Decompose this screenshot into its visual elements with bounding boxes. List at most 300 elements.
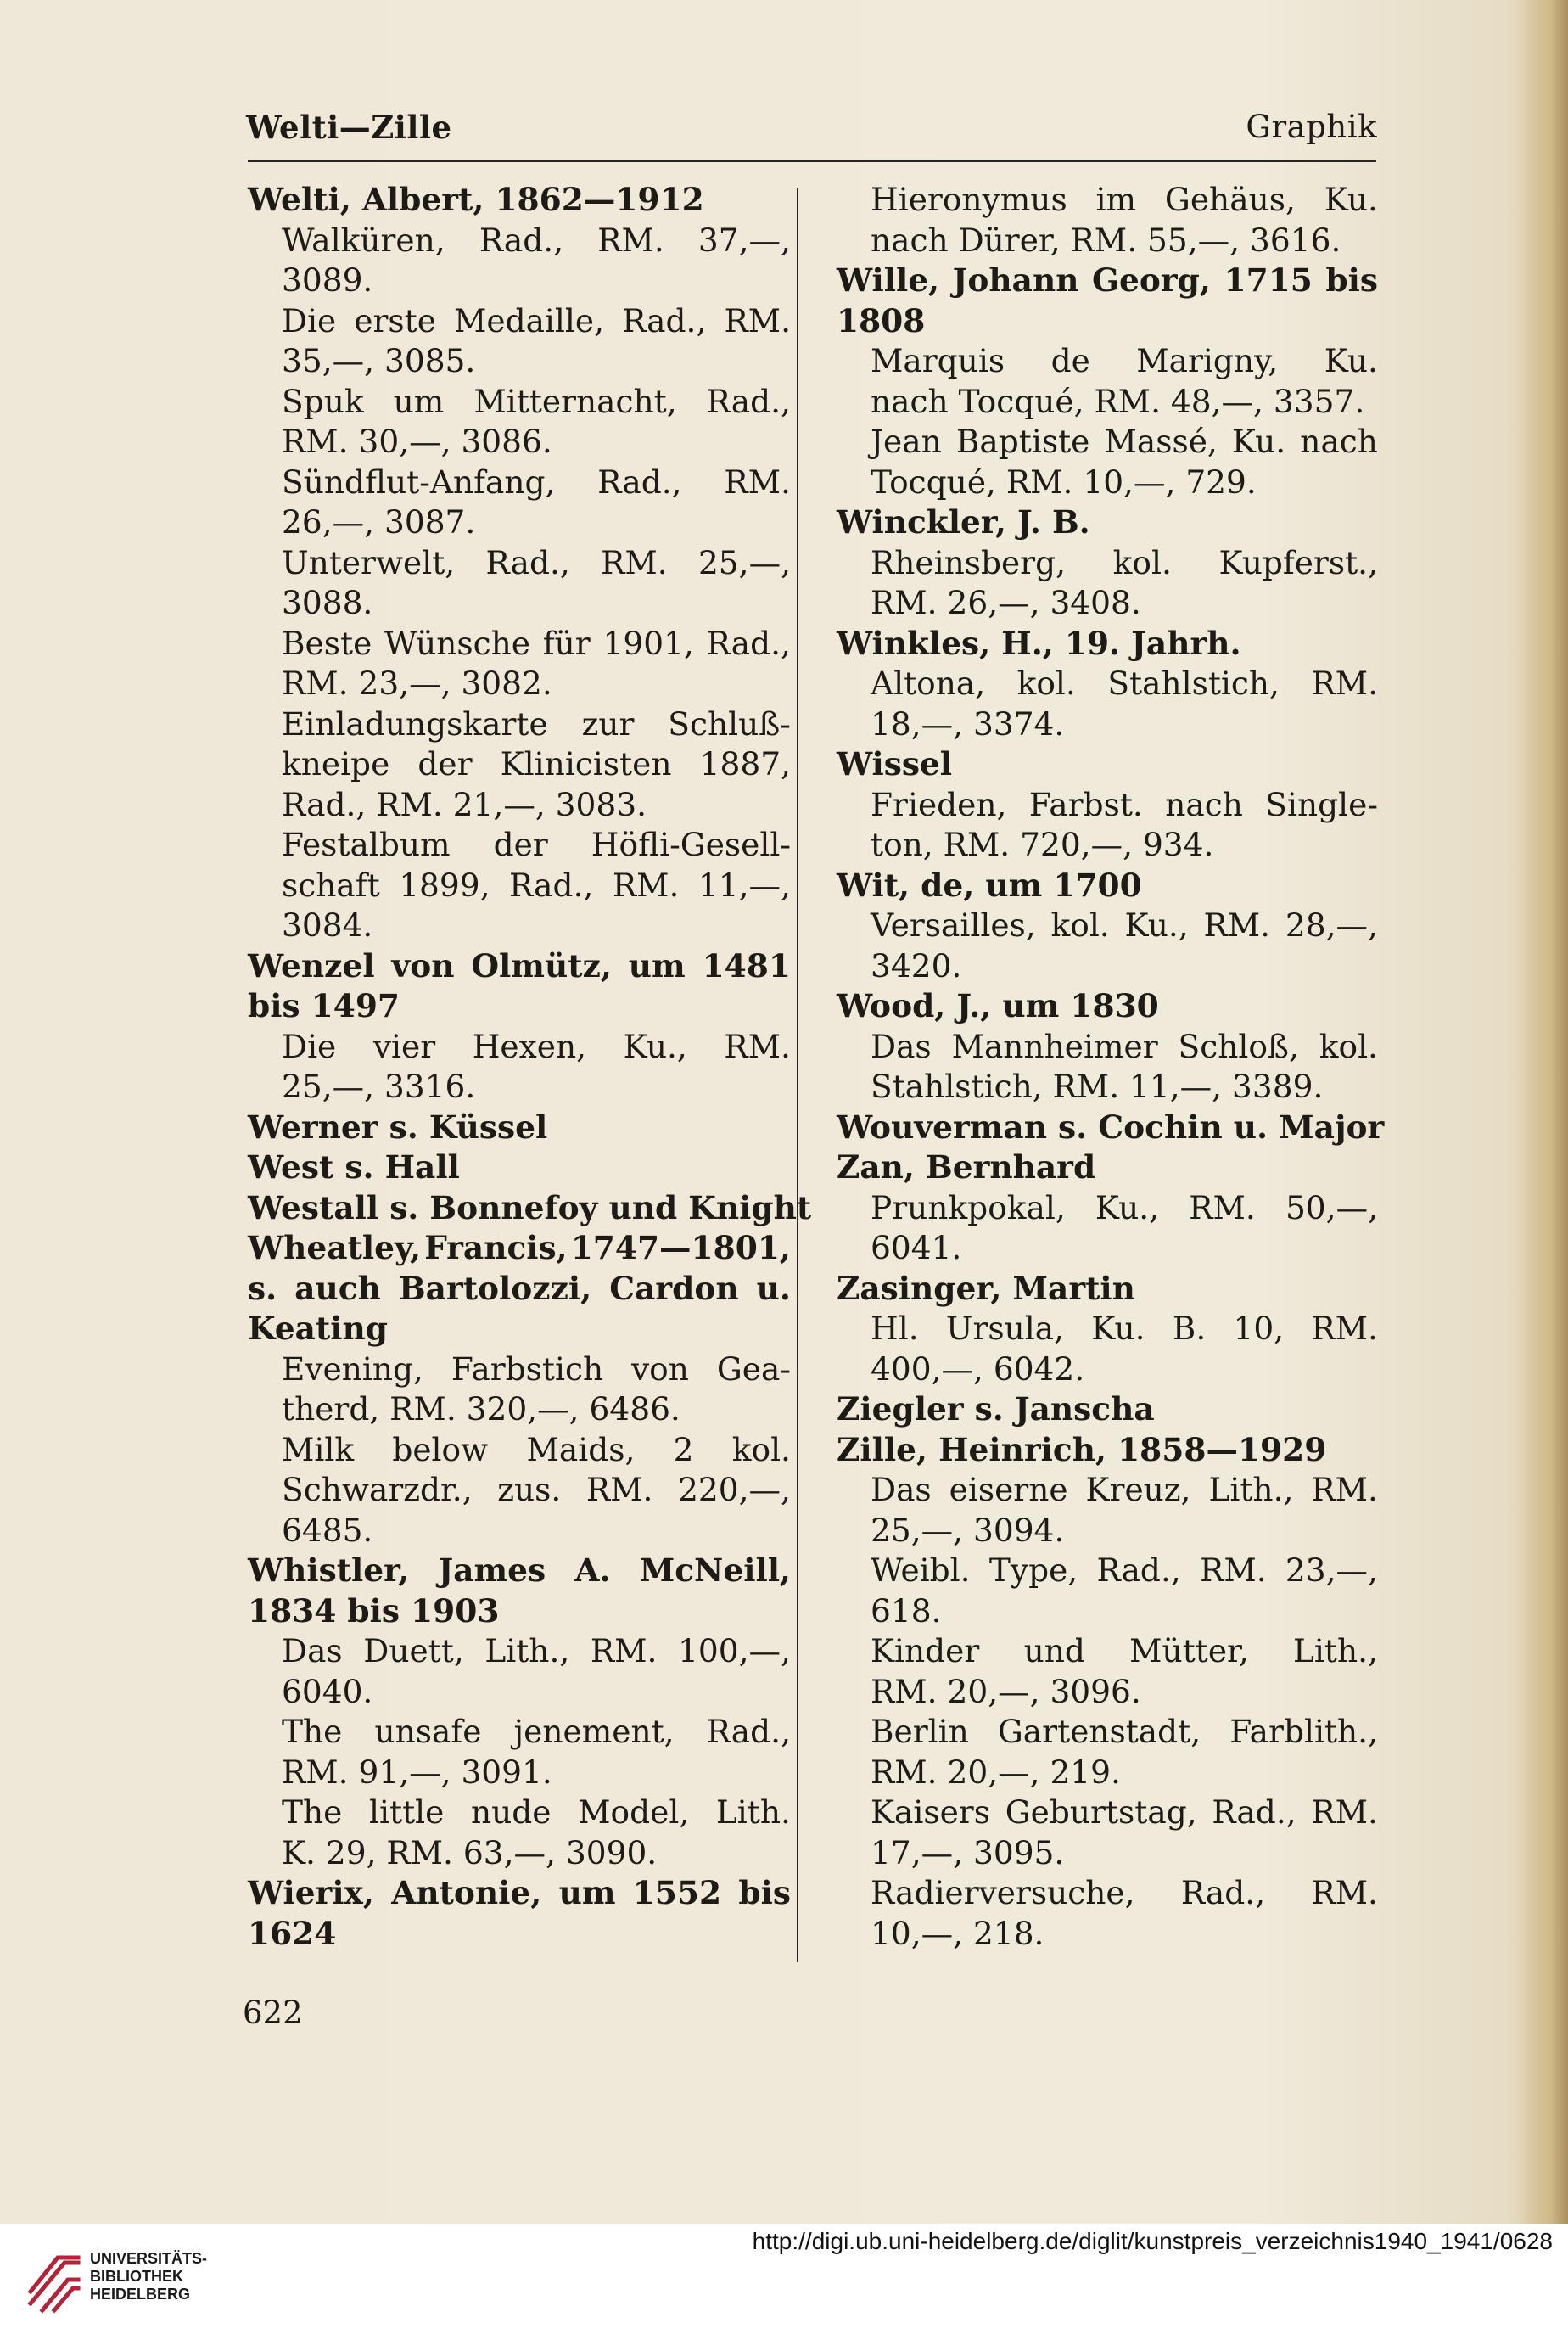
artwork-entry bbox=[248, 221, 791, 301]
word: Festalbum bbox=[282, 826, 451, 863]
word: Rad., bbox=[706, 382, 791, 420]
word: Wünsche bbox=[384, 624, 530, 662]
artist-heading bbox=[837, 1430, 1378, 1471]
word: Hl. bbox=[871, 1310, 919, 1347]
text-line: Zasinger, Martin bbox=[837, 1269, 1135, 1307]
artist-heading bbox=[248, 1228, 791, 1349]
word: Geburtstag, bbox=[1005, 1793, 1197, 1831]
text-line bbox=[248, 1873, 791, 1914]
word: für bbox=[542, 624, 591, 662]
word: Die bbox=[282, 301, 337, 339]
word: Rad., bbox=[1180, 1874, 1266, 1911]
text-line: 18,—, 3374. bbox=[871, 704, 1065, 743]
text-line bbox=[282, 1027, 791, 1068]
text-line bbox=[282, 1470, 791, 1511]
text-line bbox=[871, 422, 1378, 463]
word: kol. bbox=[1016, 665, 1076, 702]
text-line: ton, RM. 720,—, 934. bbox=[871, 826, 1214, 863]
word: Die bbox=[282, 1027, 337, 1065]
word: Hexen, bbox=[472, 1027, 587, 1065]
text-line: Stahlstich, RM. 11,—, 3389. bbox=[871, 1068, 1324, 1105]
word: kneipe bbox=[282, 745, 390, 783]
word: vier bbox=[372, 1027, 436, 1065]
text-line bbox=[282, 463, 791, 503]
text-line: Tocqué, RM. 10,—, 729. bbox=[871, 463, 1257, 501]
artwork-entry bbox=[248, 704, 791, 826]
word: Mitternacht, bbox=[473, 382, 677, 420]
word: Sündflut-Anfang, bbox=[282, 463, 556, 501]
word: Stahlstich, bbox=[1107, 665, 1280, 702]
text-line bbox=[871, 1631, 1378, 1672]
page-edge-shadow bbox=[1509, 0, 1568, 2224]
word: Medaille, bbox=[453, 301, 605, 339]
word: Kinder bbox=[871, 1632, 980, 1669]
text-line bbox=[871, 543, 1378, 584]
text-line: RM. 20,—, 3096. bbox=[871, 1672, 1141, 1710]
word: Walküren, bbox=[282, 221, 445, 259]
text-line bbox=[282, 866, 791, 906]
artist-heading bbox=[248, 1551, 791, 1631]
text-line: 3084. bbox=[282, 906, 373, 944]
word: Ku., bbox=[1124, 906, 1189, 944]
artist-heading bbox=[837, 1269, 1378, 1310]
word: Jean bbox=[871, 423, 942, 460]
word: um bbox=[558, 1874, 616, 1911]
text-line bbox=[248, 1269, 791, 1310]
artist-heading bbox=[837, 261, 1378, 341]
word: Single- bbox=[1265, 785, 1378, 823]
library-name-line: UNIVERSITÄTS- bbox=[90, 2250, 208, 2267]
word: Gehäus, bbox=[1164, 181, 1296, 218]
artist-heading bbox=[248, 180, 791, 221]
text-line bbox=[871, 180, 1378, 221]
word: McNeill, bbox=[639, 1551, 791, 1589]
artwork-entry bbox=[837, 1631, 1378, 1712]
artwork-entry bbox=[837, 543, 1378, 624]
word: Beste bbox=[282, 624, 372, 662]
word: 2 bbox=[673, 1430, 694, 1468]
text-line bbox=[248, 946, 791, 987]
text-line bbox=[871, 664, 1378, 704]
text-line: 6485. bbox=[282, 1511, 373, 1549]
word: Kupferst., bbox=[1218, 543, 1378, 581]
word: Model, bbox=[578, 1793, 690, 1831]
text-line: 35,—, 3085. bbox=[282, 342, 476, 379]
artist-heading bbox=[837, 1147, 1378, 1188]
word: Radierversuche, bbox=[871, 1874, 1135, 1911]
text-line bbox=[282, 382, 791, 423]
artwork-entry bbox=[837, 180, 1378, 261]
word: RM. bbox=[1189, 1188, 1256, 1226]
artwork-entry bbox=[248, 1027, 791, 1108]
word: RM. bbox=[1311, 665, 1378, 702]
text-line: RM. 20,—, 219. bbox=[871, 1753, 1121, 1791]
artwork-entry bbox=[248, 1793, 791, 1873]
word: Wenzel bbox=[248, 946, 375, 985]
word: s. bbox=[248, 1269, 277, 1307]
word: kol. bbox=[731, 1430, 791, 1468]
text-line: 400,—, 6042. bbox=[871, 1349, 1085, 1388]
word: Lith. bbox=[715, 1793, 791, 1831]
library-name-line: BIBLIOTHEK bbox=[90, 2268, 183, 2285]
word: RM. bbox=[590, 1632, 658, 1669]
word: Rad., bbox=[706, 624, 791, 662]
word: RM. bbox=[612, 866, 680, 904]
artwork-entry bbox=[837, 1793, 1378, 1873]
artist-heading bbox=[248, 1108, 791, 1148]
text-line: RM. 91,—, 3091. bbox=[282, 1753, 552, 1791]
word: jenement, bbox=[513, 1713, 675, 1750]
word: RM. bbox=[1200, 1551, 1267, 1589]
word: Berlin bbox=[871, 1713, 969, 1750]
text-line bbox=[282, 1631, 791, 1672]
artwork-entry bbox=[248, 825, 791, 946]
word: Duett, bbox=[363, 1632, 464, 1669]
word: Lith., bbox=[1293, 1632, 1378, 1669]
word: Weibl. bbox=[871, 1551, 971, 1589]
text-line: Zille, Heinrich, 1858—1929 bbox=[837, 1430, 1327, 1468]
word: Schluß- bbox=[668, 704, 791, 743]
word: RM. bbox=[1311, 1310, 1378, 1347]
text-line: K. 29, RM. 63,—, 3090. bbox=[282, 1833, 658, 1871]
text-line bbox=[871, 1873, 1378, 1914]
word: Maids, bbox=[526, 1430, 636, 1468]
word: Lith., bbox=[484, 1632, 570, 1669]
artwork-entry bbox=[837, 1873, 1378, 1954]
artwork-entry bbox=[248, 463, 791, 543]
word: Bartolozzi, bbox=[398, 1269, 592, 1307]
text-line bbox=[282, 543, 791, 584]
word: um bbox=[628, 946, 686, 985]
text-line: Wood, J., um 1830 bbox=[837, 987, 1159, 1024]
header-rule bbox=[248, 160, 1376, 162]
artwork-entry bbox=[248, 1349, 791, 1430]
word: nude bbox=[470, 1793, 552, 1831]
word: Farbstich bbox=[451, 1349, 604, 1388]
artwork-entry bbox=[248, 1712, 791, 1793]
word: The bbox=[282, 1713, 343, 1750]
text-line: RM. 26,—, 3408. bbox=[871, 584, 1141, 621]
word: Mütter, bbox=[1129, 1632, 1249, 1669]
right-column bbox=[837, 180, 1385, 1954]
artist-heading bbox=[248, 1188, 812, 1229]
word: Prunkpokal, bbox=[871, 1188, 1066, 1226]
word: Kaisers bbox=[871, 1793, 990, 1831]
artwork-entry bbox=[837, 1712, 1378, 1793]
artist-heading bbox=[837, 1389, 1378, 1430]
word: Farblith., bbox=[1229, 1713, 1378, 1750]
artwork-entry bbox=[248, 301, 791, 382]
word: auch bbox=[294, 1269, 381, 1307]
word: nach bbox=[1300, 423, 1378, 460]
word: RM. bbox=[597, 221, 664, 259]
word: 25,—, bbox=[697, 543, 791, 581]
word: Spuk bbox=[282, 382, 364, 420]
word: 50,—, bbox=[1285, 1188, 1378, 1226]
word: Antonie, bbox=[391, 1874, 542, 1911]
word: Wille, bbox=[837, 261, 940, 299]
word: Marigny, bbox=[1136, 342, 1279, 379]
text-line bbox=[282, 1430, 791, 1471]
artist-heading bbox=[837, 1108, 1385, 1148]
word: Frieden, bbox=[871, 785, 1007, 823]
text-line bbox=[282, 744, 791, 785]
word: Wheatley, bbox=[248, 1229, 422, 1266]
word: Unterwelt, bbox=[282, 543, 456, 581]
artwork-entry bbox=[248, 624, 791, 704]
artwork-entry bbox=[837, 1027, 1378, 1108]
text-line bbox=[871, 785, 1378, 826]
artwork-entry bbox=[248, 1631, 791, 1712]
word: Rheinsberg, bbox=[871, 543, 1067, 581]
word: RM. bbox=[601, 543, 668, 581]
text-line: 3088. bbox=[282, 584, 373, 621]
word: Ku., bbox=[623, 1027, 687, 1065]
text-line bbox=[282, 1349, 791, 1390]
text-line: Keating bbox=[248, 1310, 388, 1347]
word: Mannheimer bbox=[951, 1027, 1158, 1065]
word: Baptiste bbox=[955, 423, 1090, 460]
artwork-entry bbox=[837, 1188, 1378, 1269]
word: The bbox=[282, 1793, 343, 1831]
word: 220,—, bbox=[678, 1471, 791, 1508]
word: der bbox=[493, 826, 548, 863]
text-line bbox=[282, 704, 791, 745]
text-line bbox=[248, 1228, 791, 1269]
word: nach bbox=[1165, 785, 1243, 823]
artwork-entry bbox=[837, 664, 1378, 744]
word: von bbox=[631, 1349, 689, 1388]
text-line: nach Dürer, RM. 55,—, 3616. bbox=[871, 221, 1341, 259]
word: Rad., bbox=[479, 221, 564, 259]
word: Lith., bbox=[1208, 1471, 1294, 1508]
word: Klinicisten bbox=[500, 745, 672, 783]
word: RM. bbox=[724, 1027, 791, 1065]
text-line: Westall s. Bonnefoy und Knight bbox=[248, 1188, 812, 1226]
word: 1901, bbox=[602, 624, 694, 662]
artwork-entry bbox=[837, 906, 1378, 986]
text-line: 25,—, 3316. bbox=[282, 1068, 476, 1105]
artwork-entry bbox=[837, 422, 1378, 502]
word: Einladungskarte bbox=[282, 704, 548, 743]
word: Versailles, bbox=[871, 906, 1036, 944]
word: von bbox=[391, 946, 455, 985]
text-line bbox=[871, 1309, 1378, 1349]
word: 1481 bbox=[702, 946, 791, 985]
word: Ursula, bbox=[945, 1310, 1065, 1347]
library-name bbox=[90, 2250, 207, 2303]
artwork-entry bbox=[837, 1551, 1378, 1631]
word: Höfli-Gesell- bbox=[591, 826, 791, 863]
word: Evening, bbox=[282, 1349, 423, 1388]
word: Rad., bbox=[1212, 1793, 1296, 1831]
text-line: Winckler, J. B. bbox=[837, 503, 1090, 541]
word: Rad., bbox=[597, 463, 682, 501]
word: Rad., bbox=[622, 301, 707, 339]
word: Georg, bbox=[1092, 261, 1211, 299]
word: zus. bbox=[497, 1471, 562, 1508]
text-line: 1834 bis 1903 bbox=[248, 1591, 500, 1630]
word: RM. bbox=[585, 1471, 653, 1508]
word: Schwarzdr., bbox=[282, 1471, 473, 1508]
text-line: Wouverman s. Cochin u. Major bbox=[837, 1108, 1385, 1146]
word: 1552 bbox=[632, 1874, 722, 1911]
word: Rad., bbox=[706, 1713, 791, 1750]
word: Rad., bbox=[485, 543, 570, 581]
text-line bbox=[871, 1027, 1378, 1068]
word: zur bbox=[581, 704, 635, 743]
artwork-entry bbox=[837, 785, 1378, 866]
word: im bbox=[1095, 181, 1137, 218]
artist-heading bbox=[837, 624, 1378, 665]
word: 1899, bbox=[399, 866, 490, 904]
word: bis bbox=[1325, 261, 1378, 299]
word: Johann bbox=[952, 261, 1079, 299]
text-line: RM. 23,—, 3082. bbox=[282, 665, 552, 702]
text-line: Ziegler s. Janscha bbox=[837, 1390, 1155, 1428]
word: Ku. bbox=[1231, 423, 1286, 460]
text-line bbox=[871, 341, 1378, 382]
word: 11,—, bbox=[697, 866, 791, 904]
word: RM. bbox=[1311, 1874, 1378, 1911]
text-line: 17,—, 3095. bbox=[871, 1833, 1065, 1871]
word: Farbst. bbox=[1028, 785, 1143, 823]
text-line: Winkles, H., 19. Jahrh. bbox=[837, 624, 1241, 662]
artwork-entry bbox=[837, 1309, 1378, 1389]
text-line bbox=[248, 1551, 791, 1591]
word: RM. bbox=[724, 463, 791, 501]
word: Schloß, bbox=[1178, 1027, 1299, 1065]
word: Ku., bbox=[1095, 1188, 1160, 1226]
word: Rad., bbox=[1096, 1551, 1181, 1589]
word: kol. bbox=[1319, 1027, 1378, 1065]
word: 37,—, bbox=[697, 221, 791, 259]
word: Marquis bbox=[871, 342, 1005, 379]
text-line bbox=[871, 1470, 1378, 1511]
text-line: RM. 30,—, 3086. bbox=[282, 423, 552, 460]
word: kol. bbox=[1050, 906, 1110, 944]
word: Whistler, bbox=[248, 1551, 410, 1589]
artist-heading bbox=[248, 1873, 791, 1954]
word: unsafe bbox=[374, 1713, 482, 1750]
text-line: Welti, Albert, 1862—1912 bbox=[248, 181, 704, 218]
text-line: 618. bbox=[871, 1591, 942, 1630]
text-line bbox=[871, 1188, 1378, 1229]
word: Wierix, bbox=[248, 1874, 374, 1911]
text-line bbox=[871, 1712, 1378, 1753]
word: James bbox=[438, 1551, 546, 1589]
word: Ku. bbox=[1091, 1310, 1145, 1347]
word: 10, bbox=[1233, 1310, 1285, 1347]
artist-heading bbox=[248, 946, 791, 1027]
text-line: nach Tocqué, RM. 48,—, 3357. bbox=[871, 382, 1365, 420]
word: Kreuz, bbox=[1085, 1471, 1191, 1508]
word: below bbox=[392, 1430, 489, 1468]
word: Das bbox=[871, 1027, 932, 1065]
text-line: 1624 bbox=[248, 1914, 337, 1952]
word: Massé, bbox=[1104, 423, 1218, 460]
word: 23,—, bbox=[1285, 1551, 1378, 1589]
artwork-entry bbox=[837, 1470, 1378, 1551]
word: Rad., bbox=[509, 866, 594, 904]
word: de bbox=[1050, 342, 1090, 379]
word: erste bbox=[354, 301, 436, 339]
library-logo-icon bbox=[24, 2241, 85, 2315]
word: little bbox=[369, 1793, 445, 1831]
word: bis bbox=[738, 1874, 791, 1911]
text-line: bis 1497 bbox=[248, 987, 400, 1024]
word: Ku. bbox=[1324, 342, 1378, 379]
text-line bbox=[282, 301, 791, 342]
text-line: Zan, Bernhard bbox=[837, 1148, 1096, 1186]
word: RM. bbox=[1311, 1471, 1378, 1508]
text-line: Rad., RM. 21,—, 3083. bbox=[282, 785, 647, 823]
word: Cardon bbox=[609, 1269, 739, 1307]
word: Type, bbox=[988, 1551, 1078, 1589]
text-line: therd, RM. 320,—, 6486. bbox=[282, 1390, 680, 1428]
artwork-entry bbox=[248, 1430, 791, 1551]
word: Gea- bbox=[716, 1349, 791, 1388]
text-line: 3420. bbox=[871, 946, 962, 985]
word: schaft bbox=[282, 866, 380, 904]
artwork-entry bbox=[248, 543, 791, 624]
word: Das bbox=[282, 1632, 343, 1669]
word: Gartenstadt, bbox=[997, 1713, 1201, 1750]
word: B. bbox=[1172, 1310, 1207, 1347]
word: Hieronymus bbox=[871, 181, 1067, 218]
library-name-line: HEIDELBERG bbox=[90, 2286, 191, 2303]
header-title: Welti—Zille bbox=[246, 109, 452, 146]
left-column bbox=[248, 180, 812, 1954]
word: RM. bbox=[1311, 1793, 1378, 1831]
text-line: 1808 bbox=[837, 301, 926, 339]
text-line: 3089. bbox=[282, 261, 373, 299]
text-line bbox=[282, 221, 791, 261]
text-line: 6041. bbox=[871, 1229, 962, 1266]
word: 100,—, bbox=[678, 1632, 791, 1669]
word: 28,—, bbox=[1285, 906, 1378, 944]
text-line: Wissel bbox=[837, 745, 953, 783]
text-line bbox=[871, 1551, 1378, 1591]
word: Francis, bbox=[424, 1229, 568, 1266]
word: Altona, bbox=[871, 665, 986, 702]
page-number: 622 bbox=[243, 1995, 303, 2031]
column-divider bbox=[797, 188, 798, 1962]
word: Das bbox=[871, 1471, 932, 1508]
source-url-link[interactable]: http://digi.ub.uni-heidelberg.de/diglit/kunstpreis_verzeichnis1940_1941/0628 bbox=[752, 2228, 1553, 2254]
text-line: 26,—, 3087. bbox=[282, 503, 476, 541]
artist-heading bbox=[837, 502, 1378, 543]
artist-heading bbox=[248, 1147, 791, 1188]
text-line bbox=[282, 825, 791, 866]
text-line: 25,—, 3094. bbox=[871, 1511, 1065, 1549]
text-line bbox=[282, 1712, 791, 1753]
word: 1887, bbox=[699, 745, 791, 783]
header-section: Graphik bbox=[1246, 109, 1377, 145]
word: um bbox=[393, 382, 445, 420]
word: u. bbox=[756, 1269, 791, 1307]
running-header bbox=[246, 109, 1377, 156]
word: 1715 bbox=[1224, 261, 1313, 299]
text-line: 6040. bbox=[282, 1672, 373, 1710]
text-line bbox=[871, 1793, 1378, 1833]
word: der bbox=[417, 745, 473, 783]
word: eiserne bbox=[949, 1471, 1068, 1508]
text-line: Werner s. Küssel bbox=[248, 1108, 548, 1146]
artwork-entry bbox=[248, 382, 791, 463]
word: Olmütz, bbox=[471, 946, 612, 985]
text-line bbox=[282, 624, 791, 665]
